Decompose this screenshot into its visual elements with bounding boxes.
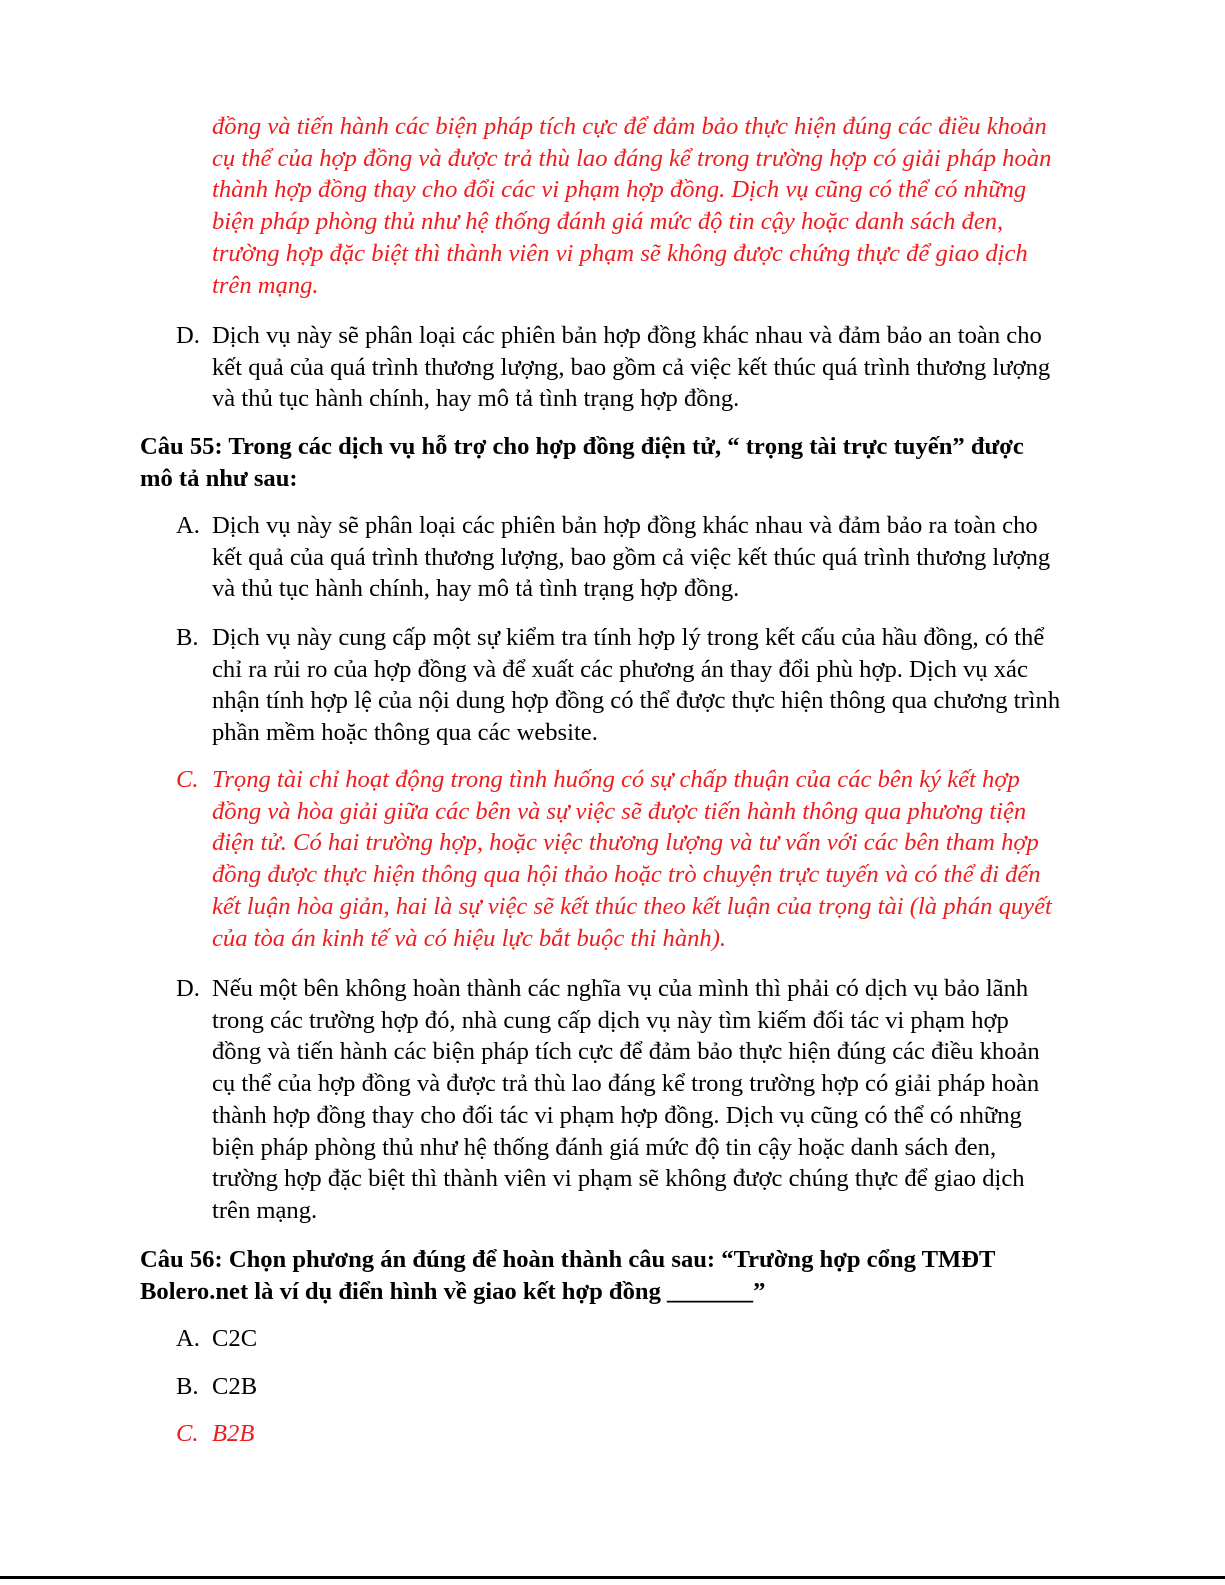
q56-option-c-correct	[176, 1418, 1132, 1450]
text-line: Dịch vụ này cung cấp một sự kiểm tra tính hợp lý trong kết cấu của hầu đồng, có thể	[212, 624, 1045, 651]
text-line: Nếu một bên không hoàn thành các nghĩa vụ của mình thì phải có dịch vụ bảo lãnh	[212, 975, 1029, 1002]
text-line: đồng và hòa giải giữa các bên và sự việc sẽ được tiến hành thông qua phương tiện	[212, 797, 1027, 825]
option-letter: C.	[176, 766, 199, 793]
text-line: trong các trường hợp đó, nhà cung cấp dịch vụ này tìm kiếm đối tác vi phạm hợp	[212, 1006, 1009, 1034]
question-55-title	[140, 431, 1100, 494]
text-line: trường hợp đặc biệt thì thành viên vi phạm sẽ không được chúng thực để giao dịch	[212, 1165, 1025, 1193]
text-line: thành hợp đồng thay cho đổi các vi phạm hợp đồng. Dịch vụ cũng có thể có những	[212, 176, 1027, 204]
q56-option-b	[176, 1371, 1132, 1403]
text-line: biện pháp phòng thủ như hệ thống đánh giá mức độ tin cậy hoặc danh sách đen,	[212, 1133, 997, 1161]
option-text: B2B	[212, 1420, 255, 1447]
text-line: phần mềm hoặc thông qua các website.	[212, 719, 598, 747]
text-line: đồng và tiến hành các biện pháp tích cực để đảm bảo thực hiện đúng các điều khoản	[212, 1038, 1040, 1066]
text-line: Câu 55: Trong các dịch vụ hỗ trợ cho hợp đồng điện tử, “ trọng tài trực tuyến” được	[140, 433, 1024, 460]
option-letter: B.	[176, 624, 199, 651]
text-line: Trọng tài chỉ hoạt động trong tình huống có sự chấp thuận của các bên ký kết hợp	[212, 766, 1020, 793]
text-line: chỉ ra rủi ro của hợp đồng và để xuất các phương án thay đổi phù hợp. Dịch vụ xác	[212, 655, 1028, 683]
text-line: và thủ tục hành chính, hay mô tả tình trạng hợp đồng.	[212, 575, 740, 603]
text-line: của tòa án kinh tế và có hiệu lực bắt buộc thi hành).	[212, 924, 727, 952]
q56-option-a	[176, 1323, 1132, 1355]
text-line: đồng được thực hiện thông qua hội thảo hoặc trò chuyện trực tuyến và có thể đi đến	[212, 861, 1041, 889]
option-letter: D.	[176, 975, 200, 1002]
text-line: Câu 56: Chọn phương án đúng để hoàn thành câu sau: “Trường hợp cổng TMĐT	[140, 1246, 996, 1273]
text-line: mô tả như sau:	[140, 464, 298, 492]
q55-option-c-correct	[176, 764, 1132, 954]
text-line: và thủ tục hành chính, hay mô tả tình trạng hợp đồng.	[212, 385, 740, 413]
option-text: C2C	[212, 1325, 258, 1352]
option-letter: B.	[176, 1373, 199, 1400]
q55-option-d	[176, 973, 1132, 1227]
text-line: kết luận hòa giản, hai là sự việc sẽ kết thúc theo kết luận của trọng tài (là phán quyết	[212, 892, 1052, 920]
text-line: kết quả của quá trình thương lượng, bao gồm cả việc kết thúc quá trình thương lượng	[212, 543, 1051, 571]
text-line: cụ thể của hợp đồng và được trả thù lao đáng kể trong trường hợp có giải pháp hoàn	[212, 1070, 1040, 1098]
text-line: trường hợp đặc biệt thì thành viên vi phạm sẽ không được chứng thực để giao dịch	[212, 239, 1028, 267]
prev-option-d	[176, 320, 1132, 415]
page-bottom-divider	[0, 1576, 1225, 1579]
text-line: cụ thể của hợp đồng và được trả thù lao đáng kể trong trường hợp có giải pháp hoàn	[212, 144, 1052, 172]
option-letter: A.	[176, 512, 200, 539]
text-line: Bolero.net là ví dụ điển hình về giao kết hợp đồng _______”	[140, 1277, 766, 1305]
text-line: nhận tính hợp lệ của nội dung hợp đồng có thể được thực hiện thông qua chương trình	[212, 687, 1061, 715]
option-text: C2B	[212, 1373, 258, 1400]
text-line: Dịch vụ này sẽ phân loại các phiên bản hợp đồng khác nhau và đảm bảo an toàn cho	[212, 322, 1042, 349]
text-line: biện pháp phòng thủ như hệ thống đánh giá mức độ tin cậy hoặc danh sách đen,	[212, 208, 1004, 236]
option-letter: D.	[176, 322, 200, 349]
option-letter: A.	[176, 1325, 200, 1352]
text-line: điện tử. Có hai trường hợp, hoặc việc thương lượng và tư vấn với các bên tham hợp	[212, 829, 1039, 857]
text-line: Dịch vụ này sẽ phân loại các phiên bản hợp đồng khác nhau và đảm bảo ra toàn cho	[212, 512, 1038, 539]
option-letter: C.	[176, 1420, 199, 1447]
text-line: thành hợp đồng thay cho đối tác vi phạm hợp đồng. Dịch vụ cũng có thể có những	[212, 1101, 1022, 1129]
q55-option-b	[176, 622, 1132, 749]
answer-continuation-correct	[212, 111, 1132, 301]
question-56-title	[140, 1244, 1100, 1307]
text-line: trên mạng.	[212, 271, 319, 299]
q55-option-a	[176, 510, 1132, 605]
text-line: kết quả của quá trình thương lượng, bao gồm cả việc kết thúc quá trình thương lượng	[212, 353, 1051, 381]
text-line: đồng và tiến hành các biện pháp tích cực để đảm bảo thực hiện đúng các điều khoản	[212, 113, 1047, 140]
text-line: trên mạng.	[212, 1196, 318, 1224]
